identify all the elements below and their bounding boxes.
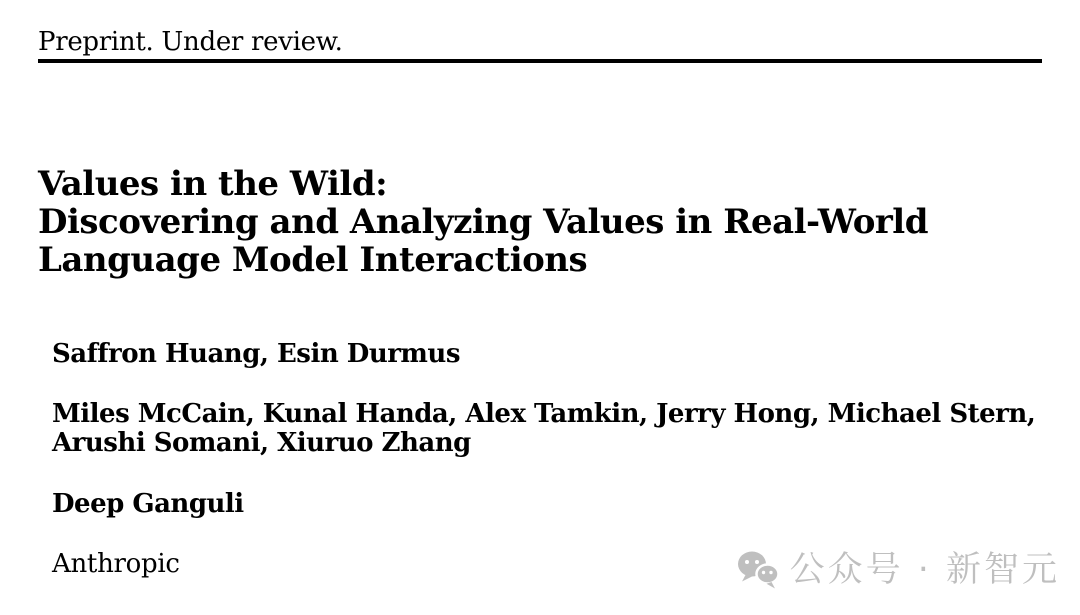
paper-title bbox=[38, 165, 928, 279]
paper-title-line-1: Values in the Wild: bbox=[38, 164, 388, 204]
author-line: Saffron Huang, Esin Durmus bbox=[52, 339, 460, 369]
author-line: Miles McCain, Kunal Handa, Alex Tamkin, Jerry Hong, Michael Stern, bbox=[52, 399, 1036, 429]
watermark-label: 公众号 · 新智元 bbox=[789, 550, 1060, 590]
paper-title-line-3: Language Model Interactions bbox=[38, 240, 588, 280]
wechat-icon bbox=[737, 550, 779, 590]
author-group-2 bbox=[52, 400, 1035, 458]
author-group-1 bbox=[52, 340, 460, 369]
paper-title-line-2: Discovering and Analyzing Values in Real-World bbox=[38, 202, 928, 242]
affiliation: Anthropic bbox=[52, 549, 180, 579]
author-line: Arushi Somani, Xiuruo Zhang bbox=[52, 428, 471, 458]
author-group-3 bbox=[52, 490, 244, 519]
watermark bbox=[737, 549, 1060, 591]
preprint-status: Preprint. Under review. bbox=[38, 27, 343, 57]
header-rule bbox=[38, 59, 1042, 63]
author-line: Deep Ganguli bbox=[52, 489, 244, 519]
